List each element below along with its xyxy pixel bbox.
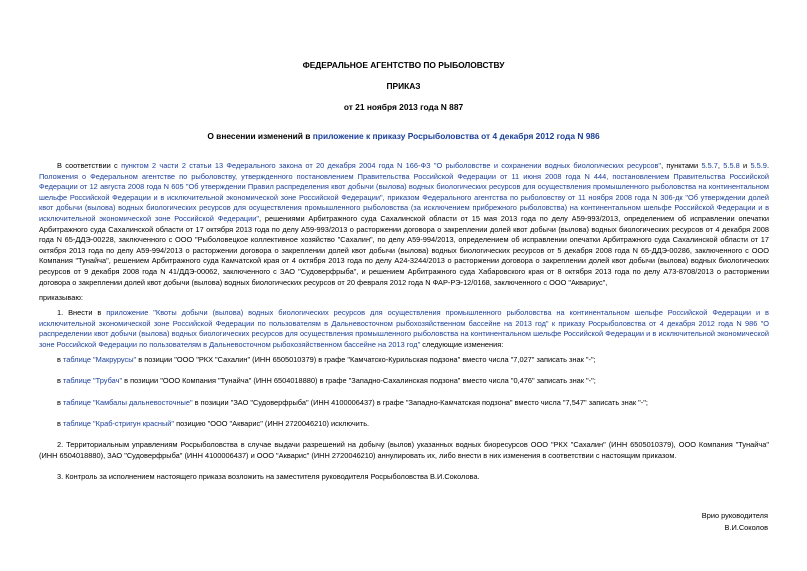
doc-title-link[interactable]: приложение к приказу Росрыболовства от 4 декабря 2012 года N 986 — [312, 131, 600, 141]
doc-title — [0, 131, 807, 142]
agency-heading: ФЕДЕРАЛЬНОЕ АГЕНТСТВО ПО РЫБОЛОВСТВУ — [302, 60, 505, 70]
clause-link-5-5-8[interactable]: 5.5.8 — [723, 161, 740, 170]
change-item — [39, 419, 769, 430]
change-text: в — [57, 376, 63, 385]
change-text: в — [57, 355, 63, 364]
clause-link-5-5-7[interactable]: 5.5.7 — [701, 161, 718, 170]
change-item — [39, 398, 769, 409]
table-link-trubach[interactable]: таблице "Трубач" — [62, 376, 123, 385]
change-text: в — [57, 419, 63, 428]
regulation-link[interactable]: Положения о Федеральном агентстве по рыболовству, утвержденного постановлением Правительства Российской Федерации от 11 июня 2008 года N 444, постановлением Правительства Российской Федерации от 12 августа 2008 года N 605 "Об утверждении Правил распределения квот добычи (вылова) водных биологических ресурсов для осуществления промышленного рыболовства на континентальном шельфе Российской Федерации и в исключительной экономической зоне Российской Федерации", приказом Федерального агентства по рыболовству от 11 ноября 2008 года N 306-дк "Об утверждении долей квот добычи (вылова) водных биологических ресурсов для осуществления промышленного рыболовства (за исключением прибрежного рыболовства) на континентальном шельфе Российской Федерации и в исключительной экономической зоне Российской Федерации" — [39, 171, 769, 223]
table-link-kambaly[interactable]: таблице "Камбалы дальневосточные" — [62, 398, 193, 407]
preamble-text: и — [739, 161, 751, 170]
item-2-paragraph: 2. Территориальным управлениям Росрыболовства в случае выдачи разрешений на добычу (вылов) указанных водных биоресурсов ООО "РКХ "Сахалин" (ИНН 6505010379), ООО Компания "Тунайча" (ИНН 6504018880), ЗАО "Судоверфрыба" (ИНН 4100006437) и ООО "Акварис" (ИНН 2720046210) аннулировать их, либо внести в них изменения в соответствии с настоящим приказом. — [39, 440, 769, 460]
table-link-makrurusy[interactable]: таблице "Макрурусы" — [62, 355, 137, 364]
change-text: в позиции "ООО "РКХ "Сахалин" (ИНН 6505010379) в графе "Камчатско-Курильская подзона" вместо числа "7,027" записать знак "-"; — [136, 355, 596, 364]
preamble-text: В соответствии с — [57, 161, 122, 170]
preamble-text: , решениями Арбитражного суда Сахалинской области от 15 мая 2013 года по делу А59-993/2013, определением об исправлении опечатки Арбитражного суда Сахалинской области от 17 октября 2013 года по делу А59-993/2013 о расторжении договора о закреплении долей квот добычи (вылова) водных биологических ресурсов от 4 декабря 2008 года N 65-ДДЭ-00228, заключенного с ООО "Рыболовецкое коллективное хозяйство "Сахалин", по делу А59-994/2013, определением об исправлении опечатки Арбитражного суда Сахалинской области от 17 октября 2013 года по делу А59-994/2013 о расторжении договора о закреплении долей квот добычи (вылова) водных биологических ресурсов от 5 декабря 2008 года N 65-ДДЭ-00286, заключенного с ООО Компания "Тунайча", решением Арбитражного суда Камчатской края от 4 октября 2013 года по делу А24-3244/2013 о расторжении договора о закреплении долей квот добычи (вылова) водных биологических ресурсов от 9 декабря 2008 года N 41/ДДЭ-00062, заключенного с ЗАО "Судоверфрыба", и решением Арбитражного суда Хабаровского края от 8 октября 2013 года по делу А73-8708/2013 о расторжении договора о закреплении долей квот добычи (вылова) водных биологических ресурсов от 20 февраля 2012 года N ФАР-РЭ-12/0168, заключенного с ООО "Аквариус", — [39, 213, 769, 287]
doc-title-text: О внесении изменений в — [207, 131, 313, 141]
change-item — [39, 355, 769, 366]
appendix-link[interactable]: приложение "Квоты добычи (вылова) водных биологических ресурсов для осуществления промышленного рыболовства на континентальном шельфе Российской Федерации и в исключительной экономической зоне Российской Федерации по пользователям в Дальневосточном рыбохозяйственном бассейне на 2013 год" к приказу Росрыболовства от 4 декабря 2012 года N 986 "О распределении квот добычи (вылова) водных биологических ресурсов для осуществления промышленного рыболовства на континентальном шельфе Российской Федерации и в исключительной экономической зоне Российской Федерации по пользователям в Дальневосточном рыбохозяйственном бассейне на 2013 год" — [39, 308, 769, 349]
preamble-text: . — [766, 161, 769, 170]
item-3-paragraph: 3. Контроль за исполнением настоящего приказа возложить на заместителя руководителя Росрыболовства В.И.Соколова. — [57, 472, 480, 481]
signature-position: Врио руководителя — [701, 511, 768, 520]
item-1-text: 1. Внести в — [57, 308, 107, 317]
preamble-text: , пунктами — [661, 161, 702, 170]
preamble-text: , — [717, 161, 724, 170]
item-1-paragraph — [39, 308, 769, 350]
law-link[interactable]: пунктом 2 части 2 статьи 13 Федерального закона от 20 декабря 2004 года N 166-ФЗ "О рыболовстве и сохранении водных биологических ресурсов" — [121, 161, 662, 170]
signature-name: В.И.Соколов — [724, 523, 768, 532]
change-text: в позиции "ЗАО "Судоверфрыба" (ИНН 4100006437) в графе "Западно-Камчатская подзона" вместо числа "7,547" записать знак "-"; — [192, 398, 648, 407]
clause-link-5-5-9[interactable]: 5.5.9 — [750, 161, 767, 170]
item-1-text: следующие изменения: — [420, 339, 504, 349]
preamble-paragraph — [39, 161, 769, 288]
change-text: в позиции "ООО Компания "Тунайча" (ИНН 6504018880) в графе "Западно-Сахалинская подзона" вместо числа "0,476" записать знак "-"; — [122, 376, 596, 385]
change-item — [39, 376, 769, 387]
change-text: в — [57, 398, 63, 407]
doc-type-heading: ПРИКАЗ — [386, 81, 421, 91]
doc-date-number: от 21 ноября 2013 года N 887 — [343, 102, 464, 112]
change-text: позицию "ООО "Акварис" (ИНН 2720046210) исключить. — [174, 419, 370, 428]
order-word: приказываю: — [39, 293, 83, 302]
table-link-krab[interactable]: таблице "Краб-стригун красный" — [62, 419, 175, 428]
